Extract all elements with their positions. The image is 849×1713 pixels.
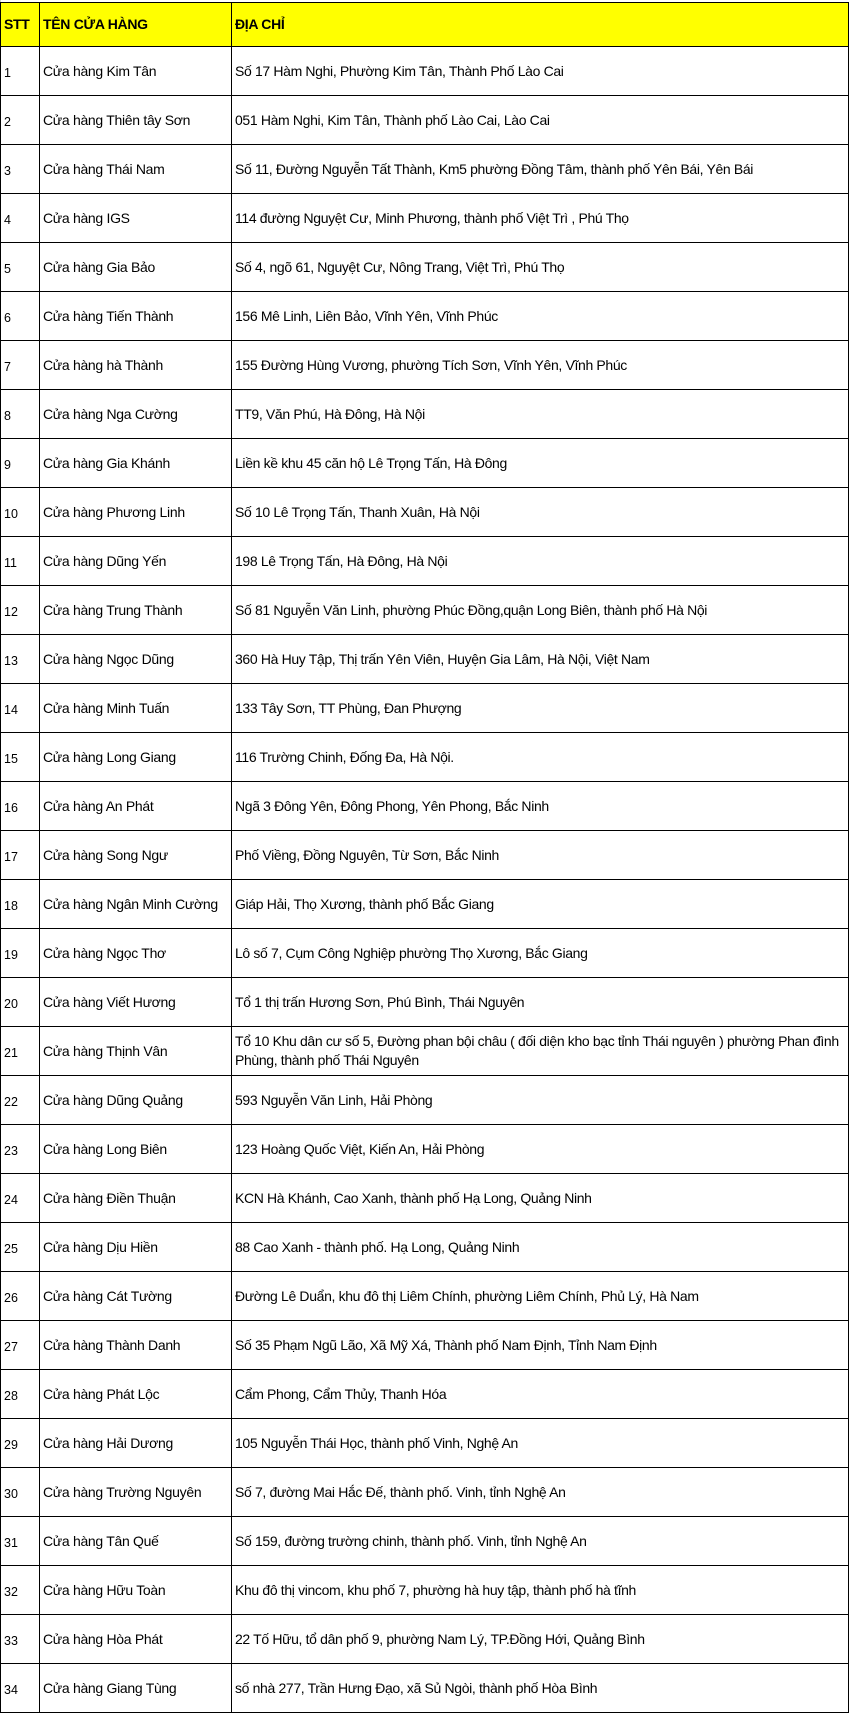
table-row <box>1 978 849 1027</box>
store-name: Cửa hàng Long Biên <box>40 1125 232 1174</box>
table-row <box>1 1419 849 1468</box>
store-name: Cửa hàng Thịnh Vân <box>40 1027 232 1076</box>
table-row <box>1 145 849 194</box>
store-address: 051 Hàm Nghi, Kim Tân, Thành phố Lào Cai, Lào Cai <box>232 96 849 145</box>
store-address: 22 Tố Hữu, tổ dân phố 9, phường Nam Lý, TP.Đồng Hới, Quảng Bình <box>232 1615 849 1664</box>
table-row <box>1 782 849 831</box>
row-number: 4 <box>1 194 40 243</box>
store-name: Cửa hàng Viết Hương <box>40 978 232 1027</box>
row-number: 24 <box>1 1174 40 1223</box>
store-address: KCN Hà Khánh, Cao Xanh, thành phố Hạ Long, Quảng Ninh <box>232 1174 849 1223</box>
table-row <box>1 1321 849 1370</box>
store-name: Cửa hàng Ngân Minh Cường <box>40 880 232 929</box>
store-address: 116 Trường Chinh, Đống Đa, Hà Nội. <box>232 733 849 782</box>
table-row <box>1 1517 849 1566</box>
store-address: Phố Viềng, Đồng Nguyên, Từ Sơn, Bắc Ninh <box>232 831 849 880</box>
row-number: 26 <box>1 1272 40 1321</box>
table-row <box>1 880 849 929</box>
store-name: Cửa hàng Dũng Yến <box>40 537 232 586</box>
row-number: 9 <box>1 439 40 488</box>
row-number: 10 <box>1 488 40 537</box>
table-row <box>1 1615 849 1664</box>
store-name: Cửa hàng Hữu Toàn <box>40 1566 232 1615</box>
store-name: Cửa hàng Tiến Thành <box>40 292 232 341</box>
row-number: 12 <box>1 586 40 635</box>
row-number: 29 <box>1 1419 40 1468</box>
row-number: 17 <box>1 831 40 880</box>
header-stt: STT <box>1 3 40 47</box>
store-address: Số 35 Phạm Ngũ Lão, Xã Mỹ Xá, Thành phố Nam Định, Tỉnh Nam Định <box>232 1321 849 1370</box>
table-row <box>1 341 849 390</box>
store-address: Số 4, ngõ 61, Nguyệt Cư, Nông Trang, Việt Trì, Phú Thọ <box>232 243 849 292</box>
row-number: 32 <box>1 1566 40 1615</box>
table-row <box>1 243 849 292</box>
store-address: 593 Nguyễn Văn Linh, Hải Phòng <box>232 1076 849 1125</box>
table-row <box>1 1076 849 1125</box>
header-row <box>1 3 849 47</box>
table-row <box>1 47 849 96</box>
store-address: 88 Cao Xanh - thành phố. Hạ Long, Quảng Ninh <box>232 1223 849 1272</box>
row-number: 25 <box>1 1223 40 1272</box>
store-name: Cửa hàng hà Thành <box>40 341 232 390</box>
store-name: Cửa hàng Trường Nguyên <box>40 1468 232 1517</box>
store-address: Số 7, đường Mai Hắc Đế, thành phố. Vinh, tỉnh Nghệ An <box>232 1468 849 1517</box>
row-number: 34 <box>1 1664 40 1713</box>
store-name: Cửa hàng Song Ngư <box>40 831 232 880</box>
table-row <box>1 1468 849 1517</box>
store-name: Cửa hàng Dũng Quảng <box>40 1076 232 1125</box>
store-name: Cửa hàng Thành Danh <box>40 1321 232 1370</box>
store-address: Số 81 Nguyễn Văn Linh, phường Phúc Đồng,quận Long Biên, thành phố Hà Nội <box>232 586 849 635</box>
table-row <box>1 439 849 488</box>
store-address: 133 Tây Sơn, TT Phùng, Đan Phượng <box>232 684 849 733</box>
row-number: 23 <box>1 1125 40 1174</box>
table-row <box>1 194 849 243</box>
row-number: 28 <box>1 1370 40 1419</box>
row-number: 1 <box>1 47 40 96</box>
store-address: Số 10 Lê Trọng Tấn, Thanh Xuân, Hà Nội <box>232 488 849 537</box>
row-number: 15 <box>1 733 40 782</box>
row-number: 22 <box>1 1076 40 1125</box>
table-row <box>1 1027 849 1076</box>
row-number: 21 <box>1 1027 40 1076</box>
table-row <box>1 390 849 439</box>
store-address: Tổ 10 Khu dân cư số 5, Đường phan bội châu ( đối diện kho bạc tỉnh Thái nguyên ) phường Phan đình Phùng, thành phố Thái Nguyên <box>232 1027 849 1076</box>
store-address: Cẩm Phong, Cẩm Thủy, Thanh Hóa <box>232 1370 849 1419</box>
store-address: 105 Nguyễn Thái Học, thành phố Vinh, Nghệ An <box>232 1419 849 1468</box>
store-name: Cửa hàng Ngọc Thơ <box>40 929 232 978</box>
store-address: Khu đô thị vincom, khu phố 7, phường hà huy tập, thành phố hà tĩnh <box>232 1566 849 1615</box>
table-row <box>1 537 849 586</box>
table-row <box>1 1370 849 1419</box>
row-number: 5 <box>1 243 40 292</box>
row-number: 33 <box>1 1615 40 1664</box>
store-name: Cửa hàng Thái Nam <box>40 145 232 194</box>
row-number: 16 <box>1 782 40 831</box>
row-number: 14 <box>1 684 40 733</box>
table-row <box>1 586 849 635</box>
store-address: 156 Mê Linh, Liên Bảo, Vĩnh Yên, Vĩnh Phúc <box>232 292 849 341</box>
row-number: 27 <box>1 1321 40 1370</box>
store-address: Đường Lê Duẩn, khu đô thị Liêm Chính, phường Liêm Chính, Phủ Lý, Hà Nam <box>232 1272 849 1321</box>
store-name: Cửa hàng Gia Khánh <box>40 439 232 488</box>
store-name: Cửa hàng Phương Linh <box>40 488 232 537</box>
store-address: 360 Hà Huy Tập, Thị trấn Yên Viên, Huyện Gia Lâm, Hà Nội, Việt Nam <box>232 635 849 684</box>
row-number: 19 <box>1 929 40 978</box>
store-name: Cửa hàng Giang Tùng <box>40 1664 232 1713</box>
store-address: Ngã 3 Đông Yên, Đông Phong, Yên Phong, Bắc Ninh <box>232 782 849 831</box>
header-address: ĐỊA CHỈ <box>232 3 849 47</box>
table-row <box>1 831 849 880</box>
store-address: 155 Đường Hùng Vương, phường Tích Sơn, Vĩnh Yên, Vĩnh Phúc <box>232 341 849 390</box>
table-row <box>1 1174 849 1223</box>
store-address: Giáp Hải, Thọ Xương, thành phố Bắc Giang <box>232 880 849 929</box>
row-number: 2 <box>1 96 40 145</box>
store-address: Lô số 7, Cụm Công Nghiệp phường Thọ Xương, Bắc Giang <box>232 929 849 978</box>
table-row <box>1 1566 849 1615</box>
store-name: Cửa hàng Phát Lộc <box>40 1370 232 1419</box>
row-number: 11 <box>1 537 40 586</box>
table-row <box>1 929 849 978</box>
row-number: 8 <box>1 390 40 439</box>
store-name: Cửa hàng Ngọc Dũng <box>40 635 232 684</box>
row-number: 20 <box>1 978 40 1027</box>
store-address: Liền kề khu 45 căn hộ Lê Trọng Tấn, Hà Đông <box>232 439 849 488</box>
table-row <box>1 1664 849 1713</box>
table-row <box>1 1272 849 1321</box>
store-address: 198 Lê Trọng Tấn, Hà Đông, Hà Nội <box>232 537 849 586</box>
table-row <box>1 96 849 145</box>
row-number: 13 <box>1 635 40 684</box>
table-row <box>1 1125 849 1174</box>
store-name: Cửa hàng IGS <box>40 194 232 243</box>
store-name: Cửa hàng Cát Tường <box>40 1272 232 1321</box>
store-name: Cửa hàng An Phát <box>40 782 232 831</box>
header-store-name: TÊN CỬA HÀNG <box>40 3 232 47</box>
store-name: Cửa hàng Điền Thuận <box>40 1174 232 1223</box>
row-number: 7 <box>1 341 40 390</box>
row-number: 31 <box>1 1517 40 1566</box>
table-row <box>1 488 849 537</box>
store-name: Cửa hàng Dịu Hiền <box>40 1223 232 1272</box>
store-address: Tổ 1 thị trấn Hương Sơn, Phú Bình, Thái Nguyên <box>232 978 849 1027</box>
store-name: Cửa hàng Minh Tuấn <box>40 684 232 733</box>
store-name: Cửa hàng Kim Tân <box>40 47 232 96</box>
store-address: TT9, Văn Phú, Hà Đông, Hà Nội <box>232 390 849 439</box>
table-row <box>1 1223 849 1272</box>
store-name: Cửa hàng Long Giang <box>40 733 232 782</box>
table-row <box>1 635 849 684</box>
store-address: 123 Hoàng Quốc Việt, Kiến An, Hải Phòng <box>232 1125 849 1174</box>
store-name: Cửa hàng Trung Thành <box>40 586 232 635</box>
store-address: Số 17 Hàm Nghi, Phường Kim Tân, Thành Phố Lào Cai <box>232 47 849 96</box>
store-list-table <box>0 2 849 1713</box>
store-name: Cửa hàng Nga Cường <box>40 390 232 439</box>
table-row <box>1 733 849 782</box>
table-row <box>1 292 849 341</box>
row-number: 6 <box>1 292 40 341</box>
store-address: Số 159, đường trường chinh, thành phố. Vinh, tỉnh Nghệ An <box>232 1517 849 1566</box>
table-row <box>1 684 849 733</box>
row-number: 18 <box>1 880 40 929</box>
row-number: 3 <box>1 145 40 194</box>
store-address: 114 đường Nguyệt Cư, Minh Phương, thành phố Việt Trì , Phú Thọ <box>232 194 849 243</box>
store-address: Số 11, Đường Nguyễn Tất Thành, Km5 phường Đồng Tâm, thành phố Yên Bái, Yên Bái <box>232 145 849 194</box>
row-number: 30 <box>1 1468 40 1517</box>
store-name: Cửa hàng Tân Quế <box>40 1517 232 1566</box>
store-name: Cửa hàng Hòa Phát <box>40 1615 232 1664</box>
store-name: Cửa hàng Hải Dương <box>40 1419 232 1468</box>
store-address: số nhà 277, Trần Hưng Đạo, xã Sủ Ngòi, thành phố Hòa Bình <box>232 1664 849 1713</box>
store-name: Cửa hàng Gia Bảo <box>40 243 232 292</box>
store-name: Cửa hàng Thiên tây Sơn <box>40 96 232 145</box>
